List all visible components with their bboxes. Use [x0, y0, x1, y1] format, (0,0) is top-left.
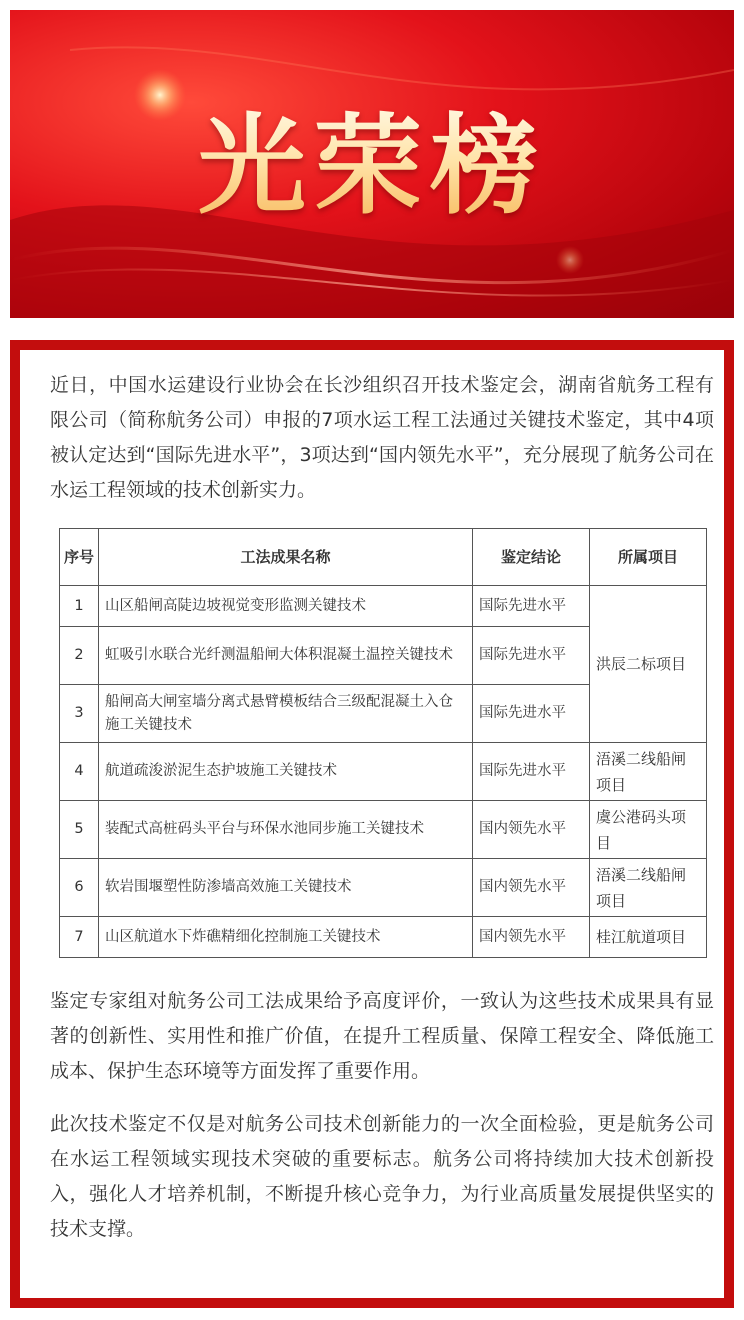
row-project: 浯溪二线船闸项目 [590, 859, 707, 917]
row-num: 4 [60, 743, 99, 801]
row-project: 浯溪二线船闸项目 [590, 743, 707, 801]
row-num: 5 [60, 801, 99, 859]
row-name: 装配式高桩码头平台与环保水池同步施工关键技术 [99, 801, 473, 859]
row-num: 6 [60, 859, 99, 917]
row-name: 航道疏浚淤泥生态护坡施工关键技术 [99, 743, 473, 801]
row-name: 虹吸引水联合光纤测温船闸大体积混凝土温控关键技术 [99, 627, 473, 685]
table-row [60, 859, 707, 917]
honor-banner [10, 10, 734, 318]
row-name: 软岩围堰塑性防渗墙高效施工关键技术 [99, 859, 473, 917]
evaluation-paragraph: 鉴定专家组对航务公司工法成果给予高度评价，一致认为这些技术成果具有显著的创新性、实用性和推广价值，在提升工程质量、保障工程安全、降低施工成本、保护生态环境等方面发挥了重要作用。 [50, 990, 714, 1082]
banner-title: 光荣榜 [10, 102, 734, 232]
row-result: 国内领先水平 [473, 801, 590, 859]
table-row [60, 743, 707, 801]
results-table [59, 528, 707, 958]
content-panel [10, 340, 734, 1308]
header-result: 鉴定结论 [473, 529, 590, 586]
row-num: 7 [60, 917, 99, 958]
header-project: 所属项目 [590, 529, 707, 586]
row-result: 国内领先水平 [473, 917, 590, 958]
conclusion-paragraph: 此次技术鉴定不仅是对航务公司技术创新能力的一次全面检验，更是航务公司在水运工程领域实现技术突破的重要标志。航务公司将持续加大技术创新投入，强化人才培养机制，不断提升核心竞争力，为行业高质量发展提供坚实的技术支撑。 [50, 1113, 714, 1240]
intro-paragraph: 近日，中国水运建设行业协会在长沙组织召开技术鉴定会，湖南省航务工程有限公司（简称航务公司）申报的7项水运工程工法通过关键技术鉴定，其中4项被认定达到“国际先进水平”，3项达到“国内领先水平”，充分展现了航务公司在水运工程领域的技术创新实力。 [50, 374, 714, 501]
table-header-row [60, 529, 707, 586]
row-name: 船闸高大闸室墙分离式悬臂模板结合三级配混凝土入仓施工关键技术 [99, 685, 473, 743]
row-project-merged: 洪辰二标项目 [590, 586, 707, 743]
row-result: 国际先进水平 [473, 685, 590, 743]
row-result: 国际先进水平 [473, 627, 590, 685]
row-num: 2 [60, 627, 99, 685]
row-name: 山区船闸高陡边坡视觉变形监测关键技术 [99, 586, 473, 627]
table-row [60, 801, 707, 859]
row-name: 山区航道水下炸礁精细化控制施工关键技术 [99, 917, 473, 958]
table-row [60, 586, 707, 627]
row-result: 国际先进水平 [473, 743, 590, 801]
header-name: 工法成果名称 [99, 529, 473, 586]
row-project: 桂江航道项目 [590, 917, 707, 958]
header-num: 序号 [60, 529, 99, 586]
row-project: 虞公港码头项目 [590, 801, 707, 859]
table-row [60, 917, 707, 958]
row-num: 1 [60, 586, 99, 627]
row-result: 国内领先水平 [473, 859, 590, 917]
row-result: 国际先进水平 [473, 586, 590, 627]
row-num: 3 [60, 685, 99, 743]
